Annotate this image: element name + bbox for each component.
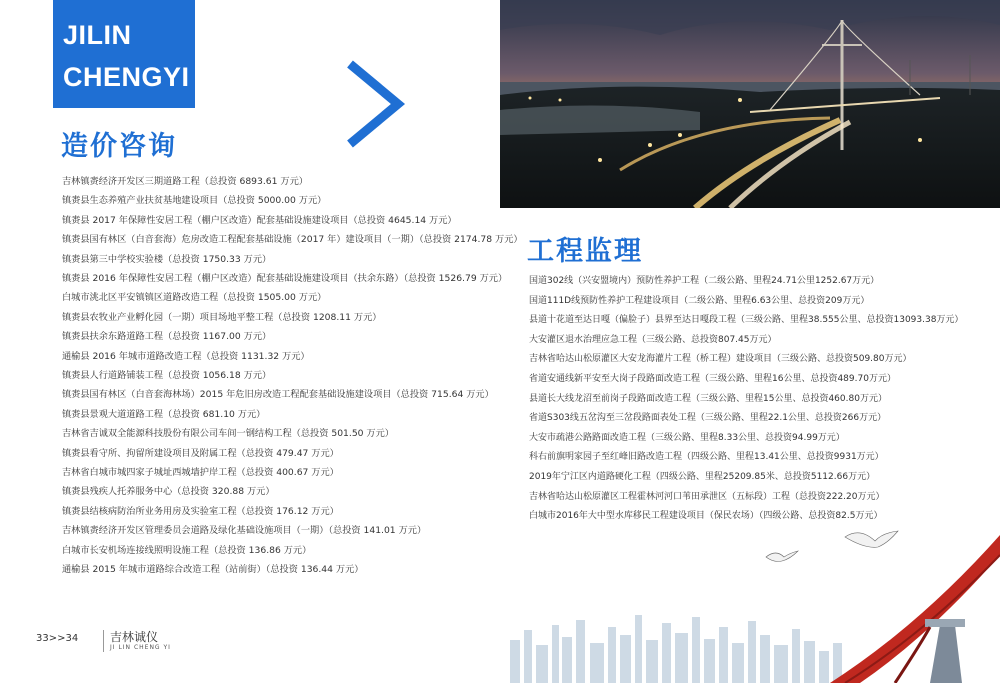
list-item: 吉林省哈达山松原灌区工程霍林河河口苇田承泄区（五标段）工程（总投资222.20万元） — [529, 491, 885, 502]
brand-block — [53, 0, 195, 108]
list-item: 镇赉县结核病防治所业务用房及实验室工程（总投资 176.12 万元） — [62, 505, 339, 517]
list-item: 镇赉县农牧业产业孵化园（一期）项目场地平整工程（总投资 1208.11 万元） — [62, 311, 382, 323]
list-item: 镇赉县国有林区（白音套海）危房改造工程配套基础设施（2017 年）建设项目（一期）（总投资 2174.78 万元） — [62, 234, 523, 246]
list-item: 镇赉县扶余东路道路工程（总投资 1167.00 万元） — [62, 331, 272, 343]
skyline-bridge-illustration — [500, 515, 1000, 683]
chevron-right-icon — [344, 58, 406, 150]
list-item: 镇赉县看守所、拘留所建设项目及附属工程（总投资 479.47 万元） — [62, 447, 339, 459]
list-item: 大安灌区退水治理应急工程（三级公路、总投资807.45万元） — [529, 334, 777, 345]
list-item: 白城市2016年大中型水库移民工程建设项目（保民农场）（四级公路、总投资82.5万元） — [529, 511, 883, 522]
footer-company-pinyin: JI LIN CHENG YI — [110, 644, 171, 651]
list-item: 国道302线（兴安盟境内）预防性养护工程（二级公路、里程24.71公里1252.67万元） — [529, 276, 880, 286]
list-item: 县道十花道至达日嘎（偏脸子）县界至达日嘎段工程（三级公路、里程38.555公里、总投资13093.38万元） — [529, 315, 964, 326]
list-item: 镇赉县残疾人托养服务中心（总投资 320.88 万元） — [62, 486, 275, 498]
night-bridge-photo — [500, 0, 1000, 208]
brand-line-1: JILIN — [63, 20, 132, 50]
list-item: 吉林镇赉经济开发区三期道路工程（总投资 6893.61 万元） — [62, 176, 308, 187]
list-item: 县道长大线龙沼至前岗子段路面改造工程（三级公路、里程15公里、总投资460.80万元） — [529, 393, 887, 404]
right-section-title: 工程监理 — [527, 236, 643, 267]
list-item: 镇赉县 2017 年保障性安居工程（棚户区改造）配套基础设施建设项目（总投资 4645.14 万元） — [62, 214, 457, 226]
list-item: 通榆县 2015 年城市道路综合改造工程（站前街）（总投资 136.44 万元） — [62, 564, 364, 575]
list-item: 镇赉县人行道路铺装工程（总投资 1056.18 万元） — [62, 370, 272, 381]
list-item: 镇赉县第三中学校实验楼（总投资 1750.33 万元） — [62, 253, 272, 265]
list-item: 省道安通线新平安至大岗子段路面改造工程（三级公路、里程16公里、总投资489.70万元） — [529, 374, 896, 384]
list-item: 镇赉县 2016 年保障性安居工程（棚户区改造）配套基础设施建设项目（扶余东路）（总投资 1526.79 万元） — [62, 273, 508, 284]
brand-line-2: CHENGYI — [63, 62, 190, 92]
list-item: 国道111D线预防性养护工程建设项目（二级公路、里程6.63公里、总投资209万元） — [529, 295, 870, 306]
list-item: 2019年宁江区内道路硬化工程（四级公路、里程25209.85米、总投资5112.66万元） — [529, 472, 876, 482]
footer-divider — [103, 630, 104, 652]
list-item: 科右前旗明家园子至红峰旧路改造工程（四级公路、里程13.41公里、总投资9931万元） — [529, 452, 884, 463]
list-item: 镇赉县生态养殖产业扶贫基地建设项目（总投资 5000.00 万元） — [62, 195, 327, 207]
list-item: 吉林省哈达山松原灌区大安龙海灌片工程（桥工程）建设项目（三级公路、总投资509.80万元） — [529, 354, 912, 365]
list-item: 白城市洮北区平安镇镇区道路改造工程（总投资 1505.00 万元） — [62, 292, 327, 304]
page-numbers: 33>>34 — [36, 633, 79, 644]
list-item: 镇赉县景观大道道路工程（总投资 681.10 万元） — [62, 408, 266, 420]
list-item: 白城市长安机场连接线照明设施工程（总投资 136.86 万元） — [62, 544, 312, 556]
list-item: 大安市疏港公路路面改造工程（三级公路、里程8.33公里、总投资94.99万元） — [529, 432, 845, 443]
list-item: 吉林省吉诚双全能源科技股份有限公司车间一钢结构工程（总投资 501.50 万元） — [62, 428, 394, 440]
list-item: 通榆县 2016 年城市道路改造工程（总投资 1131.32 万元） — [62, 350, 310, 362]
list-item: 吉林省白城市城四家子城址西城墙护岸工程（总投资 400.67 万元） — [62, 467, 339, 478]
list-item: 镇赉县国有林区（白音套海林场）2015 年危旧房改造工程配套基础设施建设项目（总投资 715.64 万元） — [62, 389, 494, 401]
list-item: 吉林镇赉经济开发区管理委员会道路及绿化基础设施项目（一期）（总投资 141.01 万元） — [62, 525, 427, 537]
footer-company-name: 吉林诚仪 — [110, 630, 159, 644]
left-section-title: 造价咨询 — [61, 131, 177, 162]
list-item: 省道S303线五岔沟至三岔段路面表处工程（三级公路、里程22.1公里、总投资266万元） — [529, 413, 887, 424]
